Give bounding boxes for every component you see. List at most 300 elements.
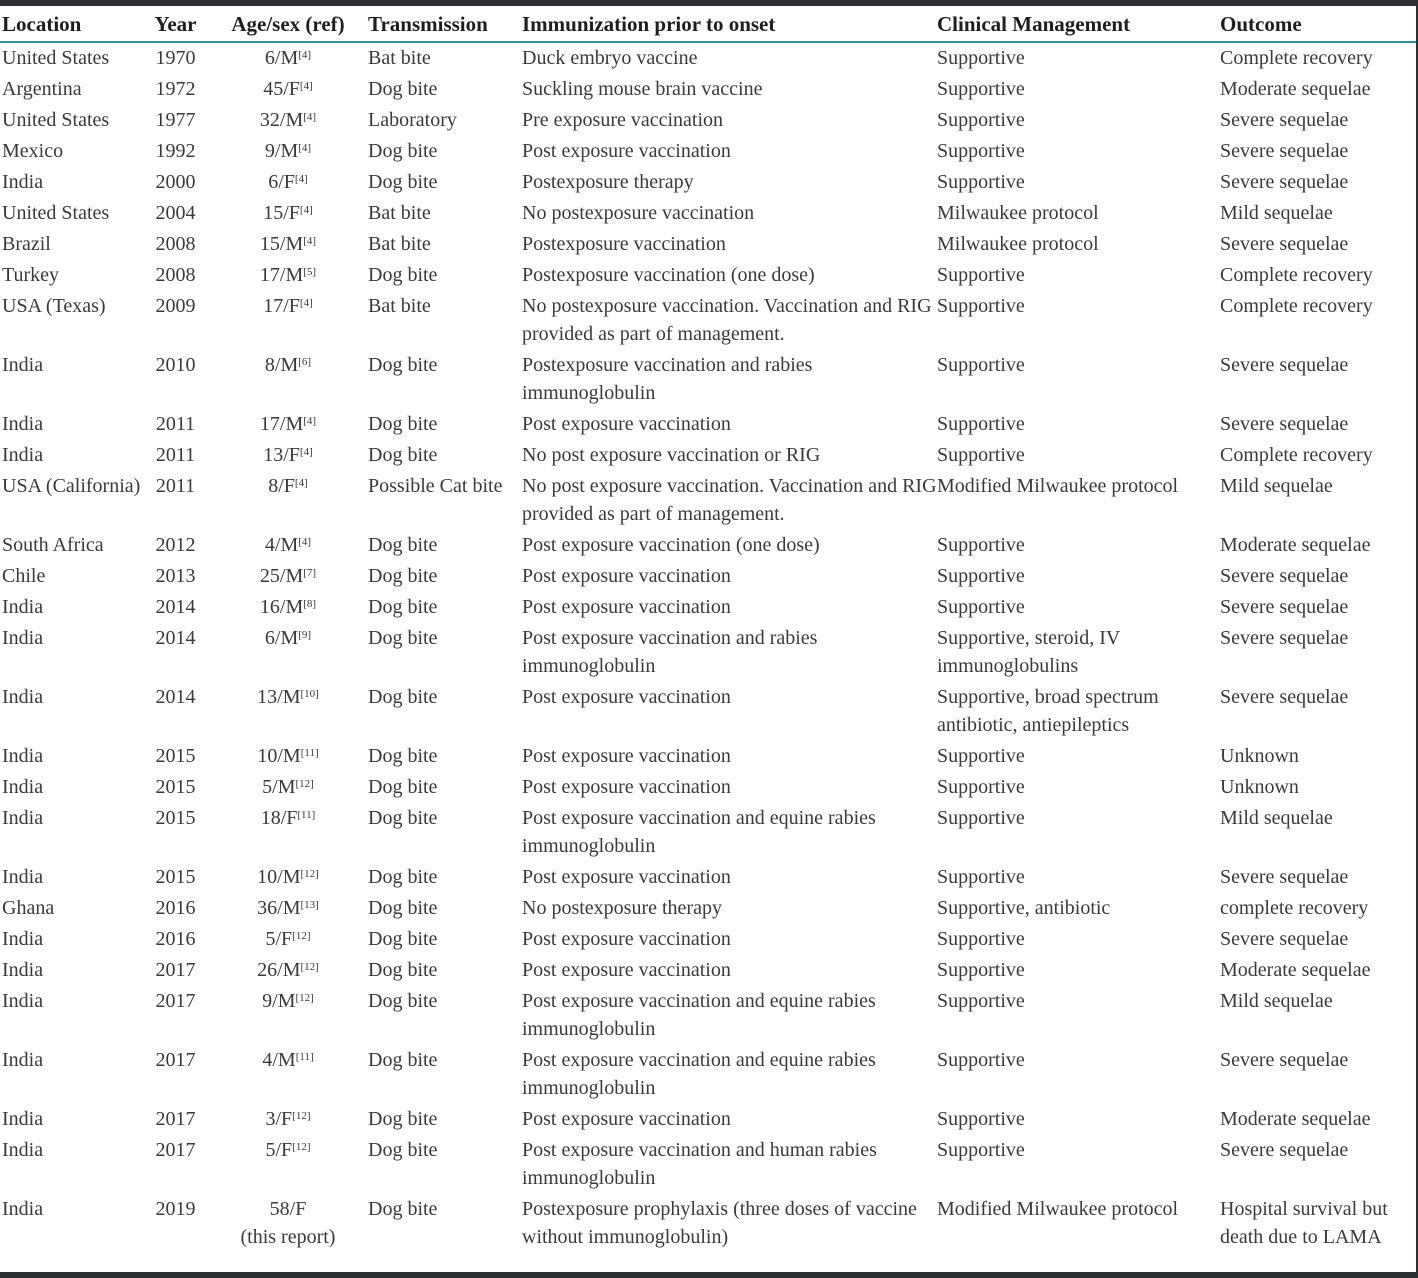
age-sex-text: 9/M: [264, 140, 299, 162]
cell-location: India: [2, 627, 44, 649]
cell-age-sex: [208, 623, 368, 682]
cell-immunization: Post exposure vaccination: [522, 866, 731, 888]
cell-year: 2017: [155, 1108, 196, 1130]
cell-age-sex: [208, 924, 368, 955]
age-sex-text: 16/M: [259, 596, 304, 618]
cell-outcome: Complete recovery: [1220, 264, 1373, 286]
cell-transmission: Dog bite: [368, 1198, 438, 1220]
age-note: (this report): [240, 1226, 336, 1248]
age-sex-value: [263, 202, 313, 224]
cell-outcome: Severe sequelae: [1220, 233, 1349, 255]
age-sex-text: 32/M: [259, 109, 304, 131]
age-sex-text: 26/M: [257, 959, 301, 981]
cell-location: India: [2, 413, 44, 435]
cell-location: Chile: [2, 565, 46, 587]
cell-outcome: Severe sequelae: [1220, 171, 1349, 193]
cell-management: Supportive: [937, 413, 1025, 435]
table-row: [0, 74, 1416, 105]
cell-transmission: Dog bite: [368, 565, 438, 587]
cell-location: United States: [2, 47, 110, 69]
cell-management: Supportive: [937, 807, 1025, 829]
cell-outcome: Unknown: [1220, 745, 1299, 767]
cell-year: 2017: [155, 1049, 196, 1071]
reference-superscript: [12]: [300, 868, 319, 880]
cell-year: 2012: [155, 534, 196, 556]
age-sex-value: [261, 807, 316, 829]
cell-transmission: Dog bite: [368, 807, 438, 829]
cell-location: United States: [2, 202, 110, 224]
cell-age-sex: [208, 592, 368, 623]
cell-transmission: Dog bite: [368, 866, 438, 888]
table-row: [0, 623, 1416, 682]
cell-location: India: [2, 776, 44, 798]
reference-superscript: [12]: [292, 1110, 311, 1122]
cell-transmission: Bat bite: [368, 233, 431, 255]
table-header-row: [0, 6, 1416, 42]
cell-location: India: [2, 807, 44, 829]
age-sex-value: [263, 444, 313, 466]
reference-superscript: [10]: [300, 688, 319, 700]
table-row: [0, 924, 1416, 955]
age-sex-value: [260, 233, 316, 255]
cell-outcome: Severe sequelae: [1220, 686, 1349, 708]
header-management: Clinical Management: [937, 6, 1220, 42]
cell-year: 2019: [155, 1198, 196, 1220]
age-sex-value: [268, 475, 308, 497]
cell-management: Supportive: [937, 565, 1025, 587]
cell-outcome: Severe sequelae: [1220, 928, 1349, 950]
cell-age-sex: [208, 893, 368, 924]
cell-transmission: Bat bite: [368, 295, 431, 317]
cell-location: India: [2, 745, 44, 767]
cell-immunization: Post exposure vaccination: [522, 1108, 731, 1130]
cell-year: 2010: [155, 354, 196, 376]
cell-transmission: Dog bite: [368, 897, 438, 919]
age-sex-value: [268, 171, 308, 193]
cell-location: India: [2, 596, 44, 618]
cell-immunization: Suckling mouse brain vaccine: [522, 78, 763, 100]
cell-location: India: [2, 1198, 44, 1220]
cell-year: 2011: [155, 413, 196, 435]
cell-outcome: Moderate sequelae: [1220, 1108, 1371, 1130]
cell-year: 2015: [155, 745, 196, 767]
cell-immunization: Post exposure vaccination: [522, 413, 731, 435]
cell-outcome: Moderate sequelae: [1220, 534, 1371, 556]
cell-management: Supportive: [937, 1108, 1025, 1130]
cell-age-sex: [208, 1104, 368, 1135]
cell-transmission: Dog bite: [368, 78, 438, 100]
age-sex-value: [265, 627, 311, 649]
table-row: [0, 440, 1416, 471]
age-sex-value: [265, 140, 311, 162]
cell-outcome: Severe sequelae: [1220, 596, 1349, 618]
cell-management: Supportive: [937, 776, 1025, 798]
table-row: [0, 291, 1416, 350]
age-sex-value: [263, 78, 313, 100]
cell-transmission: Dog bite: [368, 1049, 438, 1071]
cell-outcome: Severe sequelae: [1220, 109, 1349, 131]
reference-superscript: [6]: [298, 356, 312, 368]
age-sex-text: 10/M: [257, 866, 301, 888]
cell-transmission: Laboratory: [368, 109, 457, 131]
cell-immunization: No postexposure therapy: [522, 897, 722, 919]
table-row: [0, 682, 1416, 741]
table-row: [0, 136, 1416, 167]
cell-outcome: Severe sequelae: [1220, 354, 1349, 376]
header-year: Year: [143, 6, 208, 42]
reference-superscript: [12]: [295, 778, 314, 790]
cell-age-sex: [208, 1135, 368, 1194]
cell-management: Supportive: [937, 444, 1025, 466]
table-body: [0, 42, 1416, 1253]
cell-age-sex: [208, 1045, 368, 1104]
reference-superscript: [4]: [299, 80, 313, 92]
cell-outcome: Severe sequelae: [1220, 627, 1349, 649]
cell-year: 2015: [155, 776, 196, 798]
cell-management: Modified Milwaukee protocol: [937, 1198, 1179, 1220]
age-sex-value: [257, 897, 319, 919]
cell-immunization: Post exposure vaccination: [522, 928, 731, 950]
reference-superscript: [7]: [303, 567, 317, 579]
cell-year: 2004: [155, 202, 196, 224]
age-sex-text: 3/F: [265, 1108, 293, 1130]
cell-management: Modified Milwaukee protocol: [937, 475, 1179, 497]
cell-immunization: Postexposure vaccination and rabies immunoglobulin: [522, 354, 813, 404]
cell-management: Supportive: [937, 109, 1025, 131]
cell-age-sex: [208, 105, 368, 136]
age-sex-text: 4/M: [262, 1049, 296, 1071]
table-row: [0, 260, 1416, 291]
cell-transmission: Possible Cat bite: [368, 475, 503, 497]
cell-age-sex: [208, 198, 368, 229]
cell-transmission: Dog bite: [368, 990, 438, 1012]
age-sex-value: [257, 959, 319, 981]
cell-age-sex: [208, 167, 368, 198]
cell-management: Supportive, steroid, IV immunoglobulins: [937, 627, 1120, 677]
cell-immunization: Post exposure vaccination and equine rabies immunoglobulin: [522, 807, 876, 857]
age-sex-value: [260, 565, 316, 587]
cell-management: Supportive: [937, 928, 1025, 950]
cell-year: 2015: [155, 866, 196, 888]
age-sex-value: [265, 534, 311, 556]
age-sex-value: [262, 990, 314, 1012]
age-sex-value: [260, 109, 316, 131]
cell-immunization: No post exposure vaccination or RIG: [522, 444, 821, 466]
reference-superscript: [8]: [303, 598, 317, 610]
reference-superscript: [5]: [303, 266, 317, 278]
cell-location: Argentina: [2, 78, 82, 100]
cell-age-sex: [208, 291, 368, 350]
cell-location: India: [2, 354, 44, 376]
cell-immunization: Postexposure prophylaxis (three doses of vaccine without immunoglobulin): [522, 1198, 917, 1248]
rabies-survivors-table: [0, 6, 1416, 1253]
cell-year: 2008: [155, 233, 196, 255]
cell-outcome: Mild sequelae: [1220, 202, 1333, 224]
age-sex-text: 18/F: [260, 807, 298, 829]
reference-superscript: [4]: [299, 297, 313, 309]
cell-year: 2008: [155, 264, 196, 286]
cell-year: 2017: [155, 959, 196, 981]
cell-immunization: Duck embryo vaccine: [522, 47, 698, 69]
cell-age-sex: [208, 260, 368, 291]
age-sex-text: 17/F: [263, 295, 300, 317]
cell-immunization: Postexposure therapy: [522, 171, 694, 193]
cell-year: 1977: [155, 109, 196, 131]
header-location: Location: [0, 6, 143, 42]
cell-transmission: Dog bite: [368, 354, 438, 376]
cell-management: Supportive: [937, 866, 1025, 888]
cell-year: 1992: [155, 140, 196, 162]
reference-superscript: [4]: [299, 204, 313, 216]
age-sex-text: 58/F: [269, 1198, 307, 1220]
cell-year: 2016: [155, 897, 196, 919]
table-row: [0, 198, 1416, 229]
cell-age-sex: [208, 471, 368, 530]
cell-outcome: Severe sequelae: [1220, 866, 1349, 888]
cell-transmission: Dog bite: [368, 745, 438, 767]
cell-age-sex: [208, 530, 368, 561]
age-sex-value: [257, 866, 319, 888]
cell-transmission: Dog bite: [368, 444, 438, 466]
table-row: [0, 409, 1416, 440]
cell-transmission: Dog bite: [368, 534, 438, 556]
table-row: [0, 1135, 1416, 1194]
cell-location: Brazil: [2, 233, 51, 255]
table-row: [0, 350, 1416, 409]
cell-outcome: Severe sequelae: [1220, 565, 1349, 587]
table-row: [0, 1104, 1416, 1135]
cell-location: USA (California): [2, 475, 141, 497]
cell-immunization: Post exposure vaccination: [522, 565, 731, 587]
cell-immunization: Post exposure vaccination and rabies immunoglobulin: [522, 627, 818, 677]
age-sex-text: 5/F: [265, 928, 293, 950]
reference-superscript: [11]: [295, 1051, 314, 1063]
cell-location: India: [2, 1139, 44, 1161]
cell-outcome: Mild sequelae: [1220, 475, 1333, 497]
reference-superscript: [4]: [303, 111, 317, 123]
age-sex-value: [265, 47, 311, 69]
age-sex-text: 8/F: [268, 475, 295, 497]
table-row: [0, 803, 1416, 862]
cell-management: Milwaukee protocol: [937, 233, 1099, 255]
reference-superscript: [4]: [299, 446, 313, 458]
cell-management: Supportive: [937, 596, 1025, 618]
cell-year: 2016: [155, 928, 196, 950]
table-row: [0, 986, 1416, 1045]
cell-management: Supportive: [937, 1139, 1025, 1161]
age-sex-value: [265, 928, 310, 950]
cell-immunization: Post exposure vaccination: [522, 140, 731, 162]
cell-location: Mexico: [2, 140, 64, 162]
age-sex-value: [263, 295, 313, 317]
cell-transmission: Dog bite: [368, 1108, 438, 1130]
cell-transmission: Dog bite: [368, 776, 438, 798]
cell-age-sex: [208, 409, 368, 440]
age-sex-value: [262, 1049, 313, 1071]
cell-year: 2013: [155, 565, 196, 587]
reference-superscript: [4]: [303, 415, 317, 427]
table-row: [0, 1194, 1416, 1253]
age-sex-value: [265, 354, 311, 376]
age-sex-value: [260, 413, 316, 435]
cell-transmission: Dog bite: [368, 264, 438, 286]
age-sex-text: 15/F: [263, 202, 300, 224]
header-immunization: Immunization prior to onset: [522, 6, 937, 42]
age-sex-value: [257, 686, 319, 708]
cell-immunization: Pre exposure vaccination: [522, 109, 724, 131]
cell-year: 2014: [155, 596, 196, 618]
table-row: [0, 862, 1416, 893]
cell-age-sex: [208, 136, 368, 167]
cell-location: India: [2, 990, 44, 1012]
age-sex-text: 15/M: [259, 233, 304, 255]
cell-outcome: Severe sequelae: [1220, 413, 1349, 435]
table-row: [0, 741, 1416, 772]
cell-age-sex: [208, 440, 368, 471]
cell-location: India: [2, 171, 44, 193]
cell-location: India: [2, 1049, 44, 1071]
age-sex-value: [260, 264, 316, 286]
cell-immunization: Post exposure vaccination: [522, 686, 731, 708]
cell-transmission: Dog bite: [368, 171, 438, 193]
cell-location: India: [2, 686, 44, 708]
cell-immunization: Post exposure vaccination: [522, 745, 731, 767]
table-row: [0, 955, 1416, 986]
age-sex-text: 17/M: [259, 264, 304, 286]
cell-year: 2000: [155, 171, 196, 193]
reference-superscript: [12]: [300, 961, 319, 973]
cell-management: Milwaukee protocol: [937, 202, 1099, 224]
table-row: [0, 42, 1416, 74]
header-transmission: Transmission: [368, 6, 522, 42]
cell-management: Supportive: [937, 295, 1025, 317]
cell-age-sex: [208, 74, 368, 105]
cell-outcome: Mild sequelae: [1220, 990, 1333, 1012]
age-sex-text: 13/M: [257, 686, 301, 708]
cell-year: 2009: [155, 295, 196, 317]
cell-transmission: Bat bite: [368, 47, 431, 69]
cell-outcome: Unknown: [1220, 776, 1299, 798]
cell-management: Supportive: [937, 140, 1025, 162]
age-sex-text: 36/M: [257, 897, 301, 919]
age-sex-text: 6/M: [264, 627, 299, 649]
cell-management: Supportive: [937, 534, 1025, 556]
table-frame: [0, 6, 1418, 1272]
table-row: [0, 561, 1416, 592]
reference-superscript: [4]: [294, 173, 308, 185]
cell-transmission: Dog bite: [368, 140, 438, 162]
table-row: [0, 772, 1416, 803]
age-sex-text: 4/M: [264, 534, 299, 556]
cell-immunization: Post exposure vaccination and equine rabies immunoglobulin: [522, 990, 876, 1040]
cell-outcome: Hospital survival but death due to LAMA: [1220, 1198, 1388, 1248]
age-sex-text: 10/M: [257, 745, 301, 767]
reference-superscript: [11]: [300, 747, 319, 759]
cell-management: Supportive: [937, 47, 1025, 69]
cell-outcome: Mild sequelae: [1220, 807, 1333, 829]
reference-superscript: [13]: [300, 899, 319, 911]
cell-year: 1970: [155, 47, 196, 69]
cell-location: Turkey: [2, 264, 60, 286]
cell-immunization: Post exposure vaccination: [522, 959, 731, 981]
cell-outcome: Moderate sequelae: [1220, 78, 1371, 100]
cell-age-sex: [208, 741, 368, 772]
reference-superscript: [11]: [297, 809, 316, 821]
table-row: [0, 471, 1416, 530]
cell-year: 2017: [155, 1139, 196, 1161]
cell-year: 2017: [155, 990, 196, 1012]
cell-age-sex: [208, 682, 368, 741]
reference-superscript: [4]: [298, 536, 312, 548]
cell-location: Ghana: [2, 897, 55, 919]
cell-immunization: Postexposure vaccination (one dose): [522, 264, 815, 286]
cell-outcome: Complete recovery: [1220, 47, 1373, 69]
cell-immunization: Postexposure vaccination: [522, 233, 726, 255]
cell-immunization: No post exposure vaccination. Vaccination and RIG provided as part of management.: [522, 475, 937, 525]
reference-superscript: [12]: [292, 1141, 311, 1153]
cell-location: India: [2, 866, 44, 888]
reference-superscript: [4]: [303, 235, 317, 247]
age-sex-text: 13/F: [263, 444, 300, 466]
age-sex-text: 8/M: [264, 354, 299, 376]
header-age-sex: Age/sex (ref): [208, 6, 368, 42]
age-sex-text: 45/F: [263, 78, 300, 100]
age-sex-value: [270, 1198, 307, 1220]
cell-transmission: Dog bite: [368, 928, 438, 950]
age-sex-text: 17/M: [259, 413, 304, 435]
cell-transmission: Dog bite: [368, 686, 438, 708]
cell-outcome: Severe sequelae: [1220, 1049, 1349, 1071]
reference-superscript: [12]: [292, 930, 311, 942]
reference-superscript: [9]: [298, 629, 312, 641]
cell-outcome: Complete recovery: [1220, 295, 1373, 317]
cell-immunization: Post exposure vaccination: [522, 776, 731, 798]
age-sex-value: [257, 745, 318, 767]
cell-year: 2015: [155, 807, 196, 829]
cell-location: South Africa: [2, 534, 104, 556]
cell-age-sex: [208, 803, 368, 862]
cell-age-sex: [208, 772, 368, 803]
cell-management: Supportive, antibiotic: [937, 897, 1111, 919]
age-sex-value: [260, 596, 316, 618]
cell-immunization: Post exposure vaccination and equine rabies immunoglobulin: [522, 1049, 876, 1099]
reference-superscript: [12]: [295, 992, 314, 1004]
age-sex-text: 5/F: [265, 1139, 293, 1161]
cell-immunization: Post exposure vaccination: [522, 596, 731, 618]
cell-transmission: Dog bite: [368, 413, 438, 435]
cell-age-sex: [208, 955, 368, 986]
cell-year: 2014: [155, 686, 196, 708]
cell-age-sex: [208, 561, 368, 592]
cell-immunization: No postexposure vaccination. Vaccination and RIG provided as part of management.: [522, 295, 932, 345]
cell-outcome: complete recovery: [1220, 897, 1369, 919]
cell-management: Supportive: [937, 354, 1025, 376]
cell-location: India: [2, 1108, 44, 1130]
header-outcome: Outcome: [1220, 6, 1416, 42]
age-sex-text: 5/M: [262, 776, 296, 798]
age-sex-value: [265, 1108, 310, 1130]
cell-management: Supportive, broad spectrum antibiotic, antiepileptics: [937, 686, 1159, 736]
cell-age-sex: [208, 1194, 368, 1253]
cell-year: 2011: [155, 444, 196, 466]
age-sex-text: 25/M: [259, 565, 304, 587]
table-row: [0, 1045, 1416, 1104]
cell-outcome: Severe sequelae: [1220, 1139, 1349, 1161]
cell-management: Supportive: [937, 264, 1025, 286]
cell-management: Supportive: [937, 959, 1025, 981]
age-sex-text: 6/M: [264, 47, 299, 69]
cell-immunization: No postexposure vaccination: [522, 202, 755, 224]
